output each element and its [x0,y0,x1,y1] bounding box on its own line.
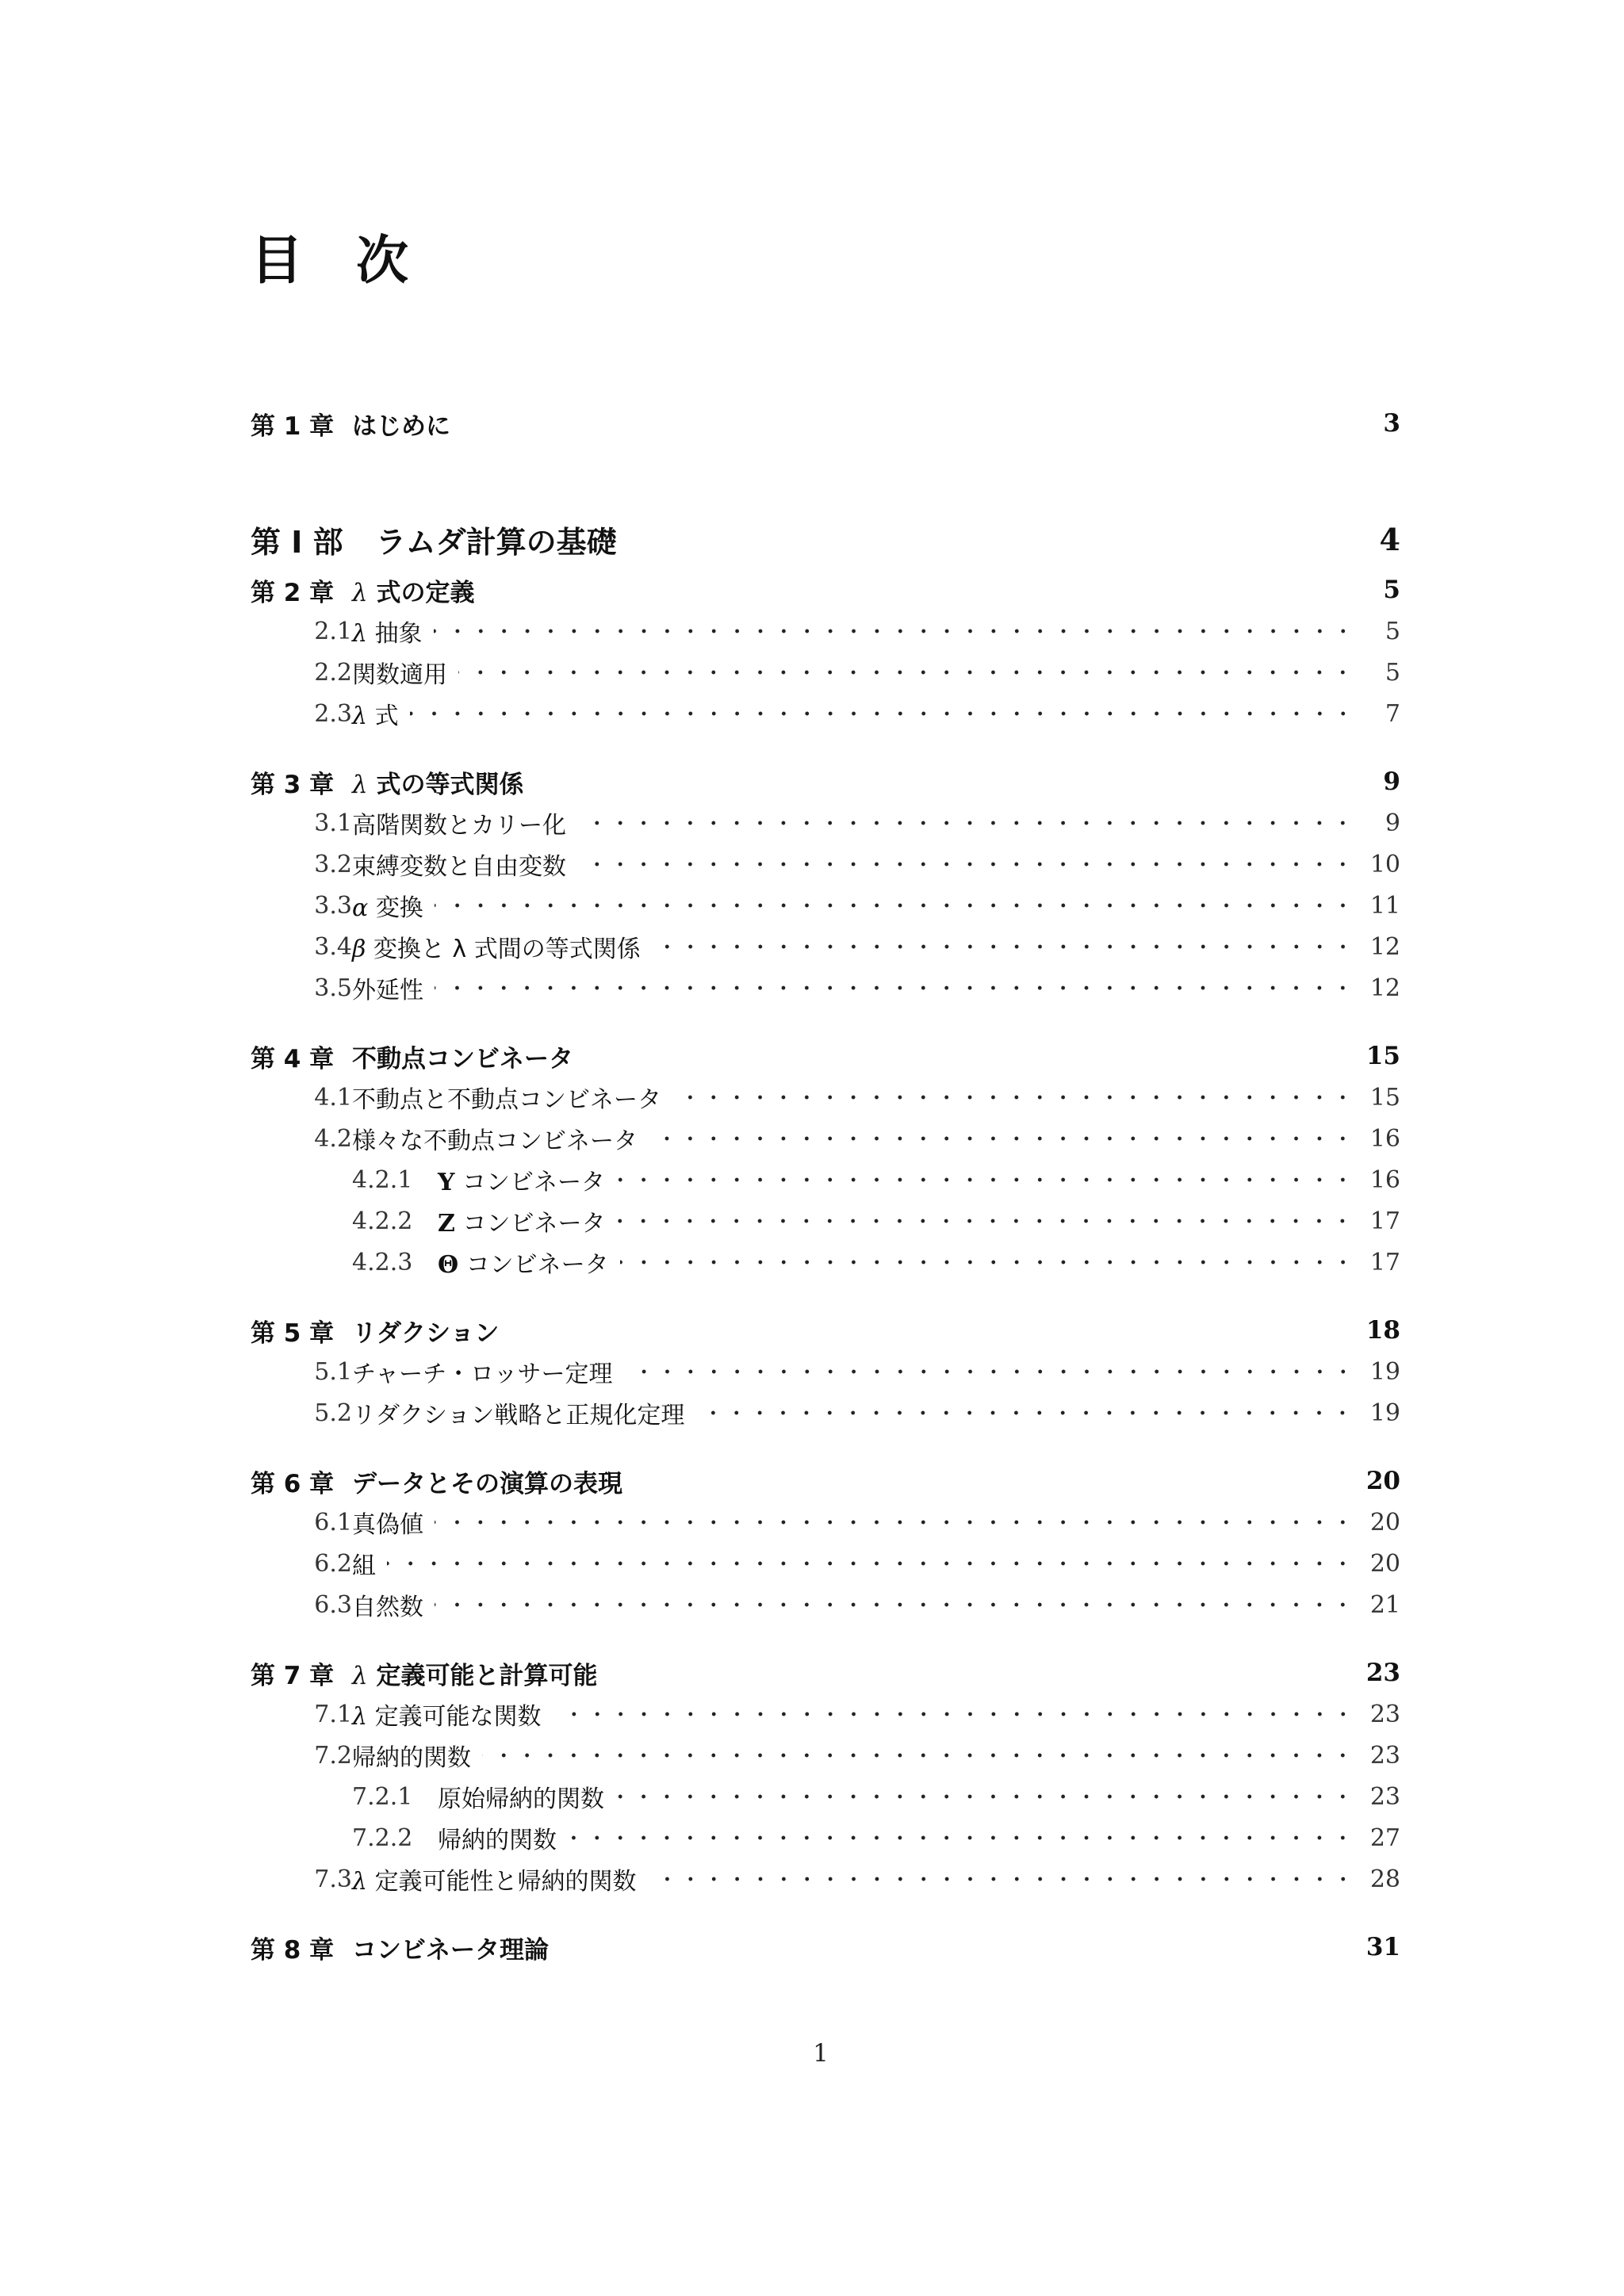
toc-subsection-entry [251,1242,1400,1282]
dot-leader [648,1866,1354,1892]
toc-section-title [352,1395,684,1430]
toc-page-number: 28 [1369,1865,1400,1893]
toc-page-number: 19 [1369,1399,1400,1427]
toc-page-number: 18 [1365,1316,1400,1345]
toc-entry-text: 定義可能と計算可能 [376,1661,598,1690]
toc-page-number: 21 [1369,1590,1400,1619]
toc-section-entry [251,968,1400,1008]
math-symbol: λ [352,1661,368,1690]
toc-subsection-number: 4.2.3 [352,1248,413,1276]
toc-section-number: 7.2 [314,1741,352,1770]
toc-chapter-entry [251,1653,1400,1693]
dot-leader [435,1509,1354,1536]
toc-chapter-entry [251,1036,1400,1076]
toc-chapter-entry [251,1927,1400,1967]
toc-page-number: 11 [1369,891,1400,920]
toc-section-number: 6.2 [314,1549,352,1578]
page-number: 1 [813,2039,829,2068]
toc-part-title [376,518,617,561]
toc-section-title [352,1121,638,1156]
toc-chapter-title [352,1313,499,1349]
toc-page-number: 31 [1365,1933,1400,1961]
math-symbol: α [352,894,369,922]
toc-entry-text: ラムダ計算の基礎 [376,524,617,560]
dot-leader [435,1591,1354,1618]
toc-subsection-number: 7.2.2 [352,1823,413,1852]
toc-entry-text: 関数適用 [352,661,447,689]
toc-page-number: 19 [1369,1357,1400,1386]
toc-chapter-number: 第 1 章 [251,411,335,441]
toc-section-title [352,696,399,731]
toc-section-entry [251,1694,1400,1734]
toc-page-number: 5 [1383,576,1400,604]
toc-section-title [352,1080,661,1115]
toc-section-title [352,970,423,1005]
toc-section-number: 2.1 [314,617,352,645]
toc-section-entry [251,1544,1400,1583]
toc-chapter-title [352,406,450,442]
toc-subsection-entry [251,1777,1400,1816]
dot-leader [482,1742,1354,1769]
dot-leader [577,809,1354,836]
toc-entry-text: 変換 [375,894,423,922]
toc-section-entry [251,844,1400,884]
toc-page-number: 23 [1369,1741,1400,1770]
dot-leader [616,1166,1354,1193]
toc-chapter-title [352,764,523,800]
math-symbol: λ [352,620,368,648]
toc-part-entry [251,515,1400,563]
toc-section-entry [251,1077,1400,1117]
math-symbol: Z [438,1210,455,1238]
toc-section-entry [251,1585,1400,1624]
toc-subsection-title [438,1162,605,1197]
toc-chapter-entry [251,404,1400,443]
toc-subsection-number: 7.2.1 [352,1782,413,1811]
toc-chapter-title [352,1464,622,1499]
toc-entry-text: チャーチ・ロッサー定理 [352,1360,613,1388]
toc-page-number: 23 [1365,1659,1400,1687]
toc-chapter-number: 第 7 章 [251,1661,335,1690]
toc-entry-text: 様々な不動点コンビネータ [352,1127,638,1155]
dot-leader [695,1399,1354,1426]
toc-subsection-title [438,1779,604,1814]
math-symbol: λ [352,770,368,799]
toc-entry-text: 式の等式関係 [376,770,524,799]
toc-section-number: 3.4 [314,932,352,961]
toc-section-entry [251,927,1400,966]
toc-chapter-number: 第 3 章 [251,770,335,799]
toc-entry-text: リダクション [352,1318,500,1348]
toc-entry-text: 束縛変数と自由変数 [352,853,566,881]
toc-section-number: 2.3 [314,699,352,728]
dot-leader [553,1701,1354,1728]
toc-entry-text: 不動点コンビネータ [352,1044,573,1073]
toc-page-number: 23 [1369,1782,1400,1811]
dot-leader [434,618,1354,645]
dot-leader [458,659,1354,686]
toc-section-title [352,1505,423,1540]
toc-entry-text: 定義可能性と帰納的関数 [374,1868,637,1896]
toc-section-entry [251,1735,1400,1775]
toc-title: 目 次 [251,230,426,291]
toc-chapter-title [352,1655,597,1691]
toc-entry-text: 抽象 [374,620,423,648]
toc-section-title [352,1354,613,1389]
dot-leader [616,1207,1354,1234]
toc-entry-text: 原始帰納的関数 [438,1785,604,1813]
toc-page-number: 20 [1369,1508,1400,1536]
toc-section-title [352,1738,471,1773]
dot-leader [620,1249,1354,1276]
dot-leader [577,851,1354,878]
toc-page-number: 20 [1369,1549,1400,1578]
toc-section-number: 3.5 [314,974,352,1002]
math-symbol: λ [352,1868,368,1896]
toc-section-title [352,888,423,923]
math-symbol: λ [352,578,368,607]
toc-part-number: 第 I 部 [251,524,343,560]
toc-page-number: 12 [1369,974,1400,1002]
dot-leader [387,1550,1354,1577]
toc-section-entry [251,694,1400,733]
toc-chapter-entry [251,1461,1400,1501]
toc-entry-text: コンビネータ [465,1251,609,1279]
toc-entry-text: 高階関数とカリー化 [352,812,566,840]
toc-page-number: 23 [1369,1700,1400,1728]
toc-page-number: 15 [1365,1042,1400,1070]
toc-page-number: 17 [1369,1248,1400,1276]
math-symbol: λ [352,702,368,730]
toc-entry-text: データとその演算の表現 [352,1469,622,1498]
toc-subsection-number: 4.2.1 [352,1165,413,1194]
toc-page-number: 7 [1385,699,1400,728]
toc-page-number: 10 [1369,850,1400,878]
toc-section-number: 6.3 [314,1590,352,1619]
toc-section-title [352,1862,637,1896]
toc-chapter-number: 第 8 章 [251,1935,335,1965]
toc-page-number: 20 [1365,1467,1400,1495]
dot-leader [410,700,1354,727]
toc-section-entry [251,886,1400,925]
dot-leader [435,974,1354,1001]
toc-section-number: 5.1 [314,1357,352,1386]
toc-page-number: 16 [1369,1124,1400,1153]
toc-entry-text: はじめに [352,411,450,441]
toc-section-entry [251,1859,1400,1899]
dot-leader [568,1824,1354,1851]
toc-section-title [352,1587,423,1622]
toc-subsection-title [438,1820,557,1855]
toc-chapter-entry [251,570,1400,610]
toc-section-title [352,1697,542,1732]
toc-section-number: 7.3 [314,1865,352,1893]
toc-section-title [352,655,447,690]
toc-page-number: 3 [1383,409,1400,438]
toc-section-entry [251,1502,1400,1542]
toc-entry-text: 組 [352,1552,376,1580]
math-symbol: Y [438,1169,455,1196]
toc-section-number: 5.2 [314,1399,352,1427]
toc-page-number: 5 [1385,617,1400,645]
toc-chapter-title [352,572,474,608]
toc-page-number: 15 [1369,1083,1400,1112]
toc-entry-text: 自然数 [352,1594,423,1621]
toc-section-entry [251,652,1400,692]
math-symbol: β [352,936,366,963]
toc-page-number: 17 [1369,1207,1400,1235]
toc-subsection-title [438,1245,609,1280]
toc-entry-text: コンビネータ [462,1169,605,1196]
toc-page-number: 16 [1369,1165,1400,1194]
toc-section-entry [251,1393,1400,1433]
toc-entry-text: 真偽値 [352,1511,423,1539]
toc-entry-text: 式の定義 [376,578,475,607]
toc-section-title [352,1546,376,1581]
toc-page-number: 5 [1385,658,1400,687]
toc-entry-text: 変換と λ 式間の等式関係 [373,936,641,963]
toc-entry-text: コンビネータ理論 [352,1935,549,1965]
dot-leader [652,933,1354,960]
toc-section-entry [251,611,1400,651]
toc-entry-text: 定義可能な関数 [374,1703,542,1731]
toc-page-number: 12 [1369,932,1400,961]
toc-section-number: 4.1 [314,1083,352,1112]
dot-leader [649,1125,1354,1152]
toc-entry-text: 帰納的関数 [352,1744,471,1772]
toc-subsection-entry [251,1818,1400,1858]
toc-entry-text: コンビネータ [462,1210,606,1238]
toc-chapter-number: 第 2 章 [251,578,335,607]
toc-subsection-entry [251,1160,1400,1200]
toc-subsection-number: 4.2.2 [352,1207,413,1235]
math-symbol: Θ [438,1251,459,1279]
toc-chapter-number: 第 6 章 [251,1469,335,1498]
toc-section-number: 3.3 [314,891,352,920]
toc-section-title [352,847,566,882]
toc-chapter-entry [251,762,1400,802]
toc-chapter-title [352,1930,549,1965]
toc-section-number: 3.1 [314,809,352,837]
toc-page-number: 9 [1385,809,1400,837]
dot-leader [435,892,1354,919]
toc-chapter-title [352,1039,573,1074]
toc-page-number: 27 [1369,1823,1400,1852]
toc-section-entry [251,803,1400,843]
toc-section-title [352,806,566,840]
dot-leader [624,1358,1355,1385]
toc-chapter-entry [251,1311,1400,1350]
dot-leader [672,1084,1354,1111]
toc-entry-text: リダクション戦略と正規化定理 [352,1402,685,1429]
toc-subsection-title [438,1203,605,1238]
toc-section-number: 2.2 [314,658,352,687]
toc-page-number: 4 [1379,521,1400,557]
toc-section-number: 3.2 [314,850,352,878]
toc-section-number: 4.2 [314,1124,352,1153]
toc-page-number: 9 [1383,767,1400,796]
toc-section-title [352,614,423,649]
toc-entry-text: 式 [374,702,399,730]
toc-entry-text: 不動点と不動点コンビネータ [352,1086,661,1114]
toc-chapter-number: 第 4 章 [251,1044,335,1073]
toc-entry-text: 帰納的関数 [438,1827,557,1854]
toc-section-number: 6.1 [314,1508,352,1536]
toc-chapter-number: 第 5 章 [251,1318,335,1348]
math-symbol: λ [352,1703,368,1731]
dot-leader [615,1783,1354,1810]
toc-section-number: 7.1 [314,1700,352,1728]
toc-subsection-entry [251,1201,1400,1241]
toc-entry-text: 外延性 [352,977,423,1004]
toc-section-entry [251,1119,1400,1158]
toc-section-entry [251,1352,1400,1391]
toc-section-title [352,929,641,964]
